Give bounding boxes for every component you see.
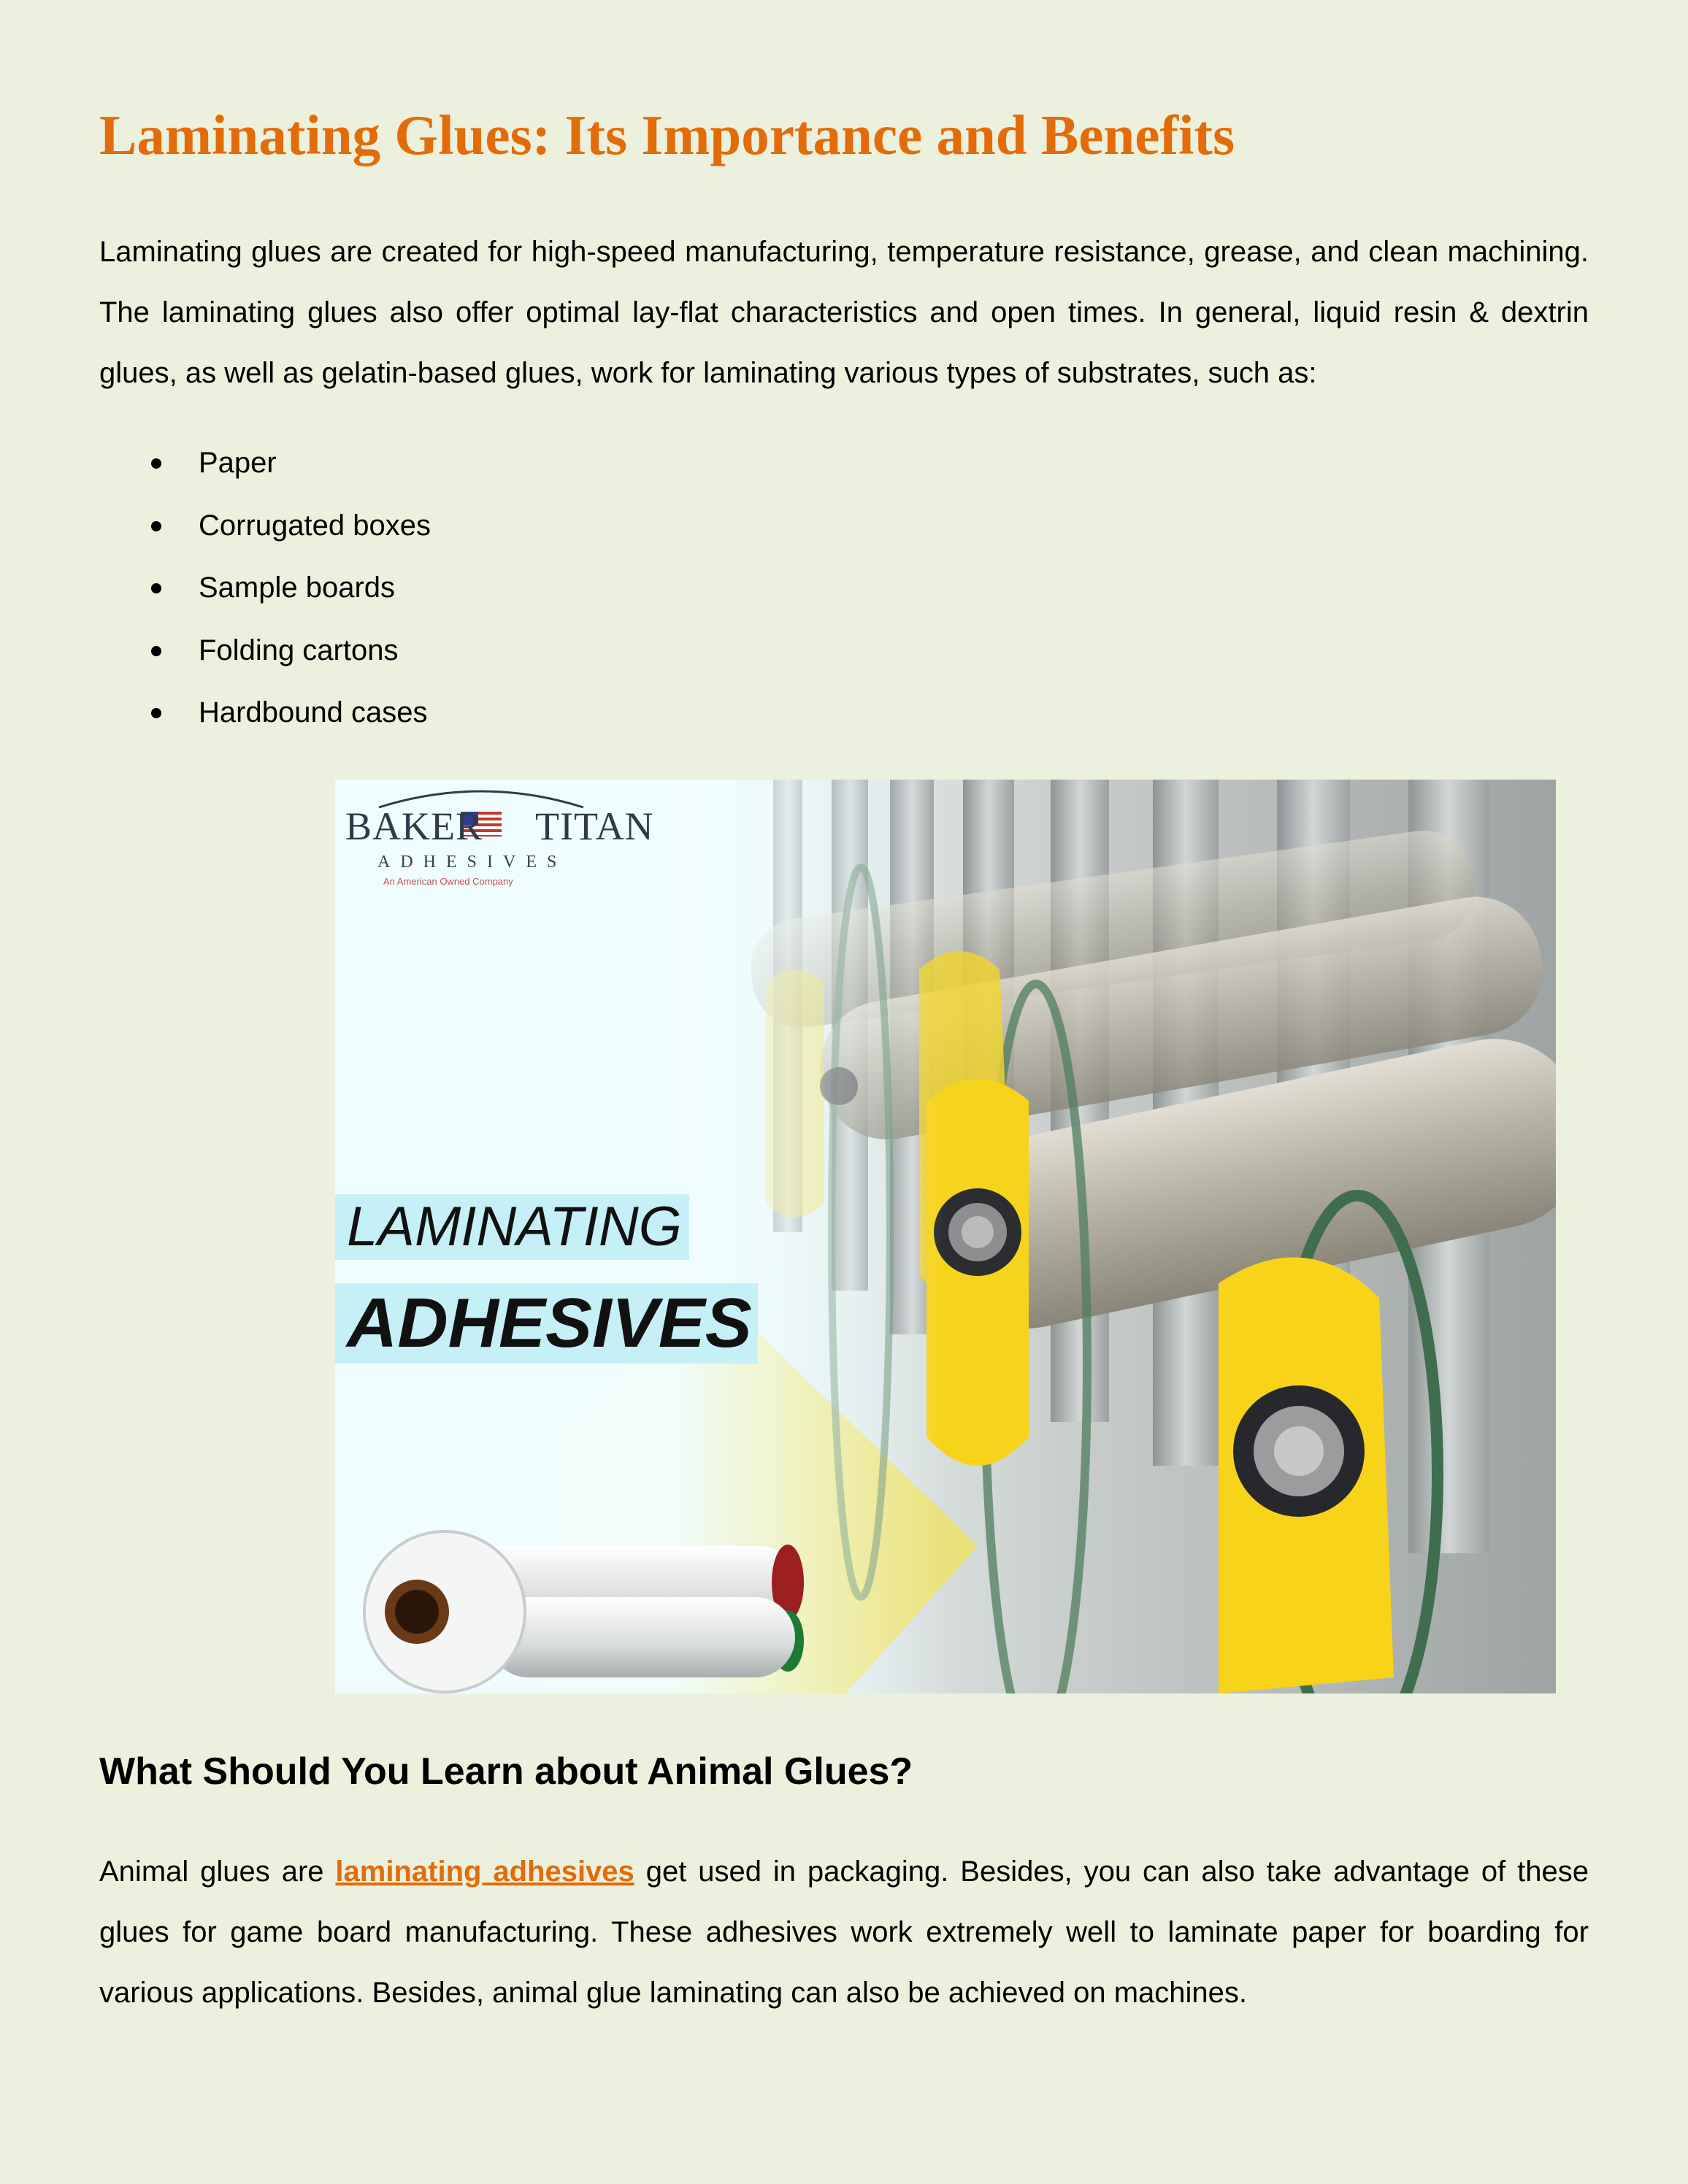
list-item: [99, 495, 431, 558]
laminating-adhesives-link[interactable]: laminating adhesives: [335, 1856, 634, 1888]
list-item: [99, 557, 431, 620]
list-item-text: Sample boards: [199, 572, 396, 604]
logo-tagline: An American Owned Company: [383, 876, 513, 887]
bullet-icon: [151, 708, 161, 718]
section-heading: What Should You Learn about Animal Glues?: [99, 1750, 913, 1793]
list-item: [99, 620, 431, 682]
list-item-text: Corrugated boxes: [199, 509, 431, 542]
banner-label-adhesives: ADHESIVES: [335, 1283, 758, 1364]
list-item: [99, 682, 431, 745]
bullet-icon: [151, 521, 161, 531]
intro-paragraph: Laminating glues are created for high-speed manufacturing, temperature resistance, grease, and clean machining. The laminating glues also offer optimal lay-flat characteristics and open times. In general, liquid resin & dextrin glues, as well as gelatin-based glues, work for laminating various types of substrates, such as:: [99, 236, 1589, 389]
bullet-icon: [151, 458, 161, 469]
brand-logo: [345, 804, 654, 848]
paragraph-text-end: get used in packaging. Besides, you can also take advantage of these glues for game board manufacturing. These adhesives work extremely well to laminate paper for boarding for various applications. Besides, animal glue laminating can also be achieved on machines.: [99, 1856, 1589, 2009]
bullet-icon: [151, 646, 161, 656]
list-item-text: Folding cartons: [199, 634, 399, 666]
page-title: Laminating Glues: Its Importance and Benefits: [99, 104, 1235, 166]
banner-label-laminating: LAMINATING: [335, 1194, 689, 1260]
animal-glues-paragraph: [99, 1842, 1589, 2023]
logo-subtitle: ADHESIVES: [377, 853, 567, 872]
paragraph-text-start: Animal glues are: [99, 1856, 336, 1888]
list-item-text: Paper: [199, 447, 277, 479]
logo-brand-word-2: TITAN: [535, 804, 654, 848]
logo-brand-word: BAKER: [345, 804, 483, 848]
substrate-list: [99, 432, 431, 745]
list-item: [99, 432, 431, 495]
list-item-text: Hardbound cases: [199, 696, 428, 728]
laminating-adhesives-banner-image: [335, 780, 1556, 1693]
bullet-icon: [151, 583, 161, 593]
